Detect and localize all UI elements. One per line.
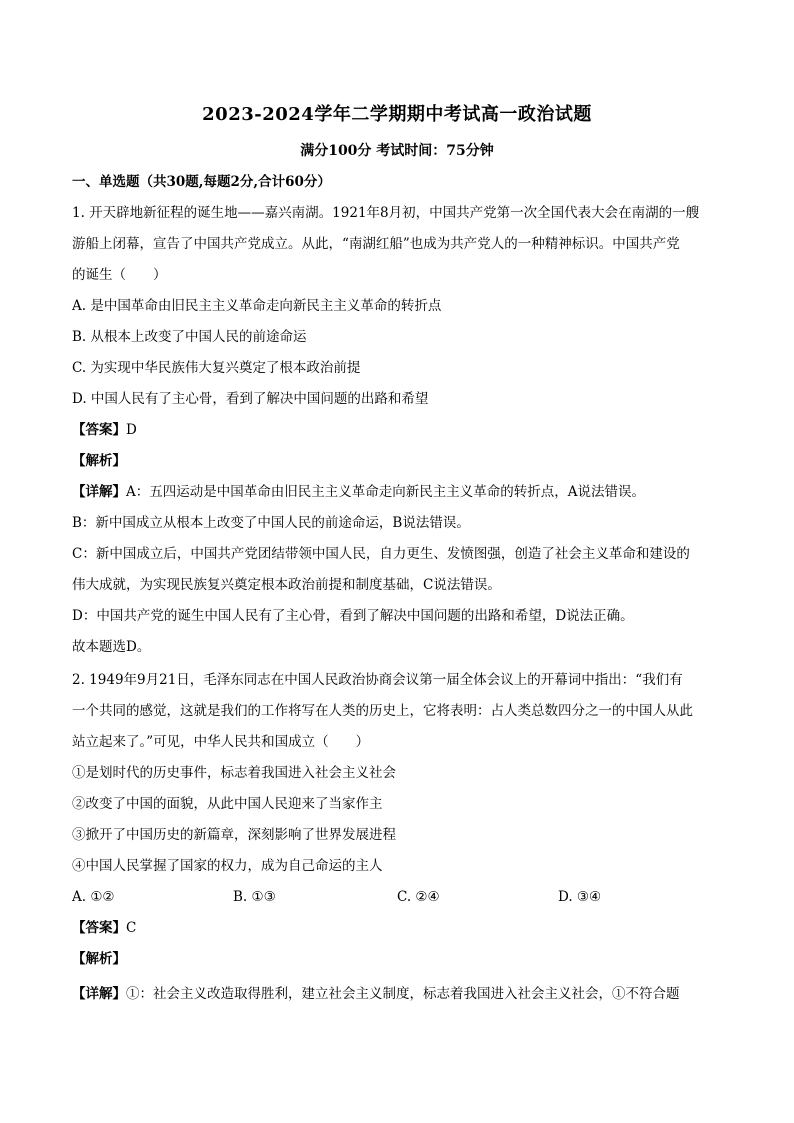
- detail-text: ①：社会主义改造取得胜利，建立社会主义制度，标志着我国进入社会主义社会，①不符合题: [126, 986, 680, 1002]
- detail-label: 【详解】: [72, 986, 126, 1002]
- exam-subtitle: 满分100分 考试时间：75分钟: [300, 143, 494, 159]
- section-heading: 一、单选题（共30题,每题2分,合计60分）: [72, 174, 331, 190]
- q1-detail-line: 故本题选D。: [72, 639, 151, 655]
- q2-answer: [72, 918, 732, 938]
- answer-label: 【答案】: [72, 422, 126, 438]
- answer-value: D: [126, 422, 137, 438]
- q1-option-d: D. 中国人民有了主心骨，看到了解决中国问题的出路和希望: [72, 391, 429, 407]
- q2-stem-line: 2. 1949年9月21日，毛泽东同志在中国人民政治协商会议第一届全体会议上的开幕词中指出：“我们有: [72, 672, 683, 688]
- q2-stem-line: 站立起来了。”可见，中华人民共和国成立（ ）: [72, 734, 370, 750]
- q1-stem-line: 游船上闭幕，宣告了中国共产党成立。从此，“南湖红船”也成为共产党人的一种精神标识。中国共产党: [72, 236, 680, 252]
- q1-answer: [72, 420, 732, 440]
- q2-item: ②改变了中国的面貌，从此中国人民迎来了当家作主: [72, 796, 383, 812]
- q1-detail-line: B：新中国成立从根本上改变了中国人民的前途命运，B说法错误。: [72, 515, 470, 531]
- detail-text: A：五四运动是中国革命由旧民主主义革命走向新民主主义革命的转折点，A说法错误。: [126, 484, 645, 500]
- q2-choice-c: C. ②④: [397, 889, 440, 905]
- q2-choice-a: A. ①②: [72, 889, 115, 905]
- q1-detail-line: 伟大成就，为实现民族复兴奠定根本政治前提和制度基础，C说法错误。: [72, 577, 501, 593]
- detail-label: 【详解】: [72, 484, 126, 500]
- q1-stem-line: 的诞生（ ）: [72, 267, 167, 283]
- q1-analysis-label: 【解析】: [72, 453, 126, 469]
- q1-detail-line: [72, 482, 732, 502]
- q1-option-b: B. 从根本上改变了中国人民的前途命运: [72, 329, 307, 345]
- q2-analysis-label: 【解析】: [72, 951, 126, 967]
- answer-label: 【答案】: [72, 920, 126, 936]
- exam-title: 2023-2024学年二学期期中考试高一政治试题: [202, 104, 592, 125]
- q2-choice-b: B. ①③: [233, 889, 276, 905]
- q2-stem-line: 一个共同的感觉，这就是我们的工作将写在人类的历史上，它将表明：占人类总数四分之一的中国人从此: [72, 703, 693, 719]
- q1-detail-line: D：中国共产党的诞生中国人民有了主心骨，看到了解决中国问题的出路和希望，D说法正确。: [72, 608, 634, 624]
- q2-item: ①是划时代的历史事件，标志着我国进入社会主义社会: [72, 765, 396, 781]
- q2-item: ④中国人民掌握了国家的权力，成为自己命运的主人: [72, 858, 383, 874]
- answer-value: C: [126, 920, 137, 936]
- q1-option-a: A. 是中国革命由旧民主主义革命走向新民主主义革命的转折点: [72, 298, 442, 314]
- q1-option-c: C. 为实现中华民族伟大复兴奠定了根本政治前提: [72, 360, 361, 376]
- q1-detail-line: C：新中国成立后，中国共产党团结带领中国人民，自力更生、发愤图强，创造了社会主义革命和建设的: [72, 546, 690, 562]
- q1-stem-line: 1. 开天辟地新征程的诞生地——嘉兴南湖。1921年8月初，中国共产党第一次全国代表大会在南湖的一艘: [72, 205, 700, 221]
- q2-choice-d: D. ③④: [558, 889, 602, 905]
- q2-item: ③掀开了中国历史的新篇章，深刻影响了世界发展进程: [72, 827, 396, 843]
- q2-detail-line: [72, 984, 732, 1004]
